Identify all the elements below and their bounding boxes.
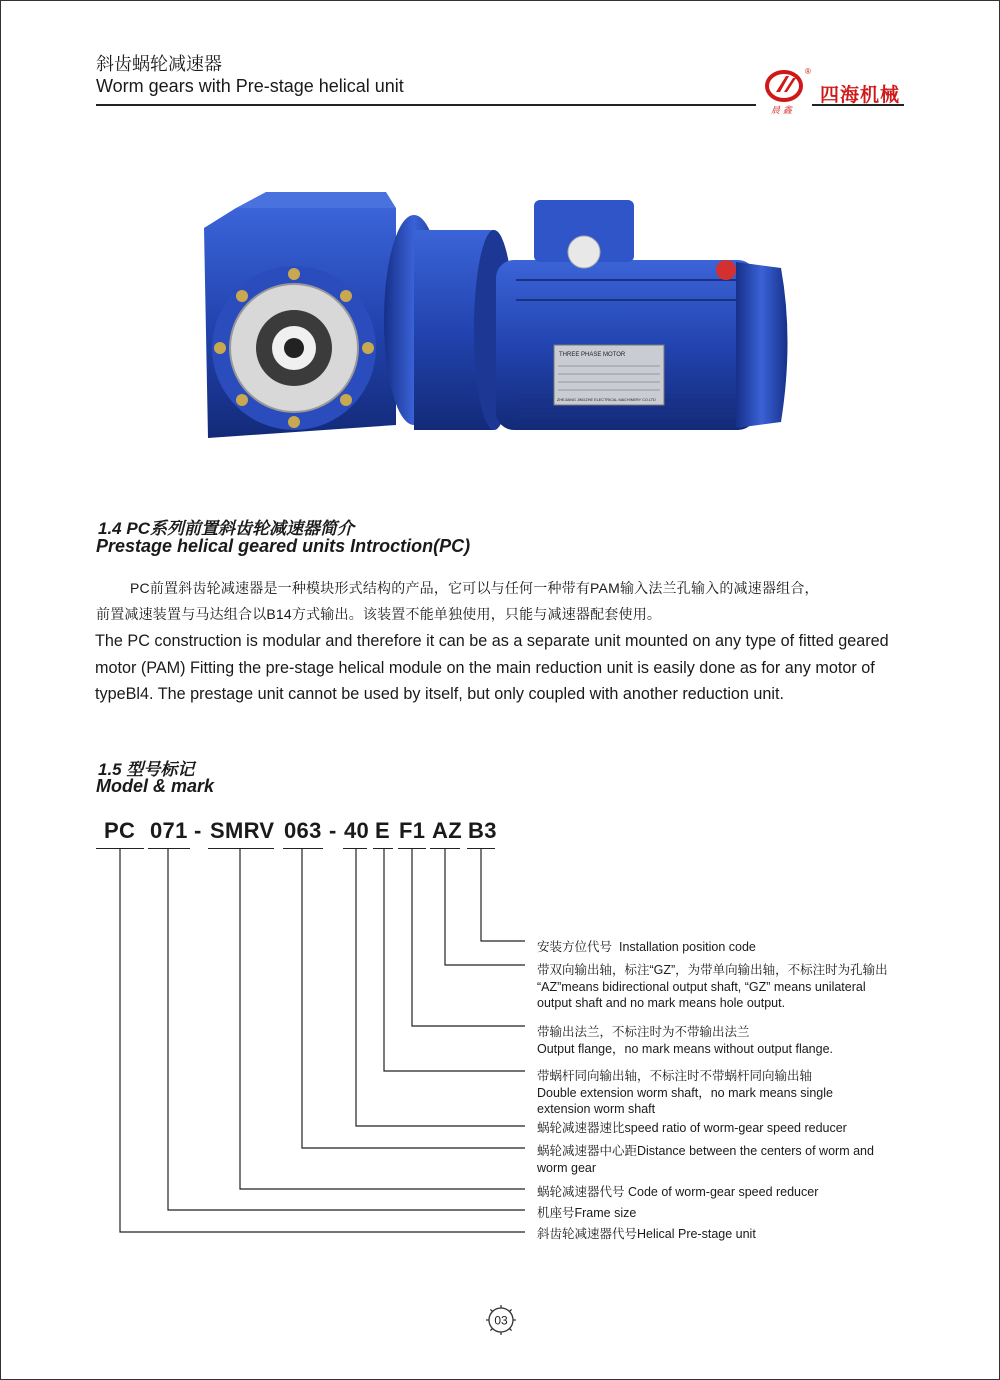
legend-dist-2: worm gear	[537, 1160, 597, 1175]
header-title-cn: 斜齿蜗轮减速器	[96, 54, 222, 74]
legend-center-distance	[537, 1143, 874, 1176]
code-underline	[398, 848, 426, 849]
code-ratio: 40	[344, 818, 370, 843]
legend-output-shaft	[537, 962, 888, 1012]
section14-heading-en: Prestage helical geared units Introction(PC)	[96, 536, 471, 556]
legend-installation-position	[537, 939, 756, 956]
code-f1: F1	[399, 818, 426, 843]
page-number: 03	[494, 1313, 508, 1328]
legend-speed-ratio: 蜗轮减速器速比speed ratio of worm-gear speed reducer	[537, 1121, 847, 1135]
brand-name: 四海机械	[820, 85, 901, 106]
code-frame: 071	[150, 818, 188, 843]
cable-gland	[568, 236, 600, 268]
section14-para-cn-1: PC前置斜齿轮减速器是一种模块形式结构的产品，它可以与任何一种带有PAM输入法兰孔输入的减速器组合，	[130, 580, 819, 596]
legend-reducer-code	[537, 1184, 818, 1201]
legend-code-en: Code of worm-gear speed reducer	[628, 1185, 819, 1199]
code-dash-1: -	[194, 818, 202, 843]
code-underline	[148, 848, 190, 849]
code-underline	[430, 848, 460, 849]
code-smrv: SMRV	[210, 818, 275, 843]
registered-mark: ®	[805, 67, 811, 76]
page-number-badge	[484, 1303, 518, 1337]
header-title-en: Worm gears with Pre-stage helical unit	[96, 76, 404, 96]
code-center-distance: 063	[284, 818, 322, 843]
code-b3: B3	[468, 818, 497, 843]
section15-heading-cn: 1.5 型号标记	[98, 760, 195, 779]
legend-az-cn: 带双向输出轴，标注“GZ”，为带单向输出轴，不标注时为孔输出	[537, 963, 888, 977]
code-underline	[208, 848, 274, 849]
code-dash-2: -	[329, 818, 337, 843]
section14-para-cn-2: 前置减速装置与马达组合以B14方式输出。该装置不能单独使用，只能与减速器配套使用。	[96, 606, 662, 622]
output-bore	[284, 338, 304, 358]
header-rule	[96, 104, 756, 106]
legend-output-flange	[537, 1024, 833, 1057]
code-underline	[467, 848, 495, 849]
legend-frame-size: 机座号Frame size	[537, 1206, 637, 1220]
section15-heading-en: Model & mark	[96, 776, 215, 796]
code-e: E	[375, 818, 390, 843]
code-underline	[96, 848, 144, 849]
legend-e-cn: 带蜗杆同向输出轴，不标注时不带蜗杆同向输出轴	[537, 1069, 813, 1083]
code-pc: PC	[104, 818, 136, 843]
legend-prestage-unit: 斜齿轮减速器代号Helical Pre-stage unit	[537, 1227, 756, 1241]
legend-code-cn: 蜗轮减速器代号	[537, 1185, 625, 1199]
fan-cover	[736, 262, 788, 428]
code-underline	[283, 848, 323, 849]
legend-f1-cn: 带输出法兰，不标注时为不带输出法兰	[537, 1025, 750, 1039]
legend-az-en-2: output shaft and no mark means hole output.	[537, 996, 786, 1010]
brand-logo-icon	[760, 66, 812, 116]
legend-f1-en: Output flange，no mark means without output flange.	[537, 1041, 834, 1056]
section14-para-en: The PC construction is modular and therefore it can be as a separate unit mounted on any type of fitted geared motor (PAM) Fitting the pre-stage helical module on the main reduction unit is easily done as for any motor of typeBl4. The prestage unit cannot be used by itself, but only coupled with another reduction unit.	[95, 632, 889, 704]
legend-b3-cn: 安装方位代号	[537, 940, 613, 954]
legend-dist-1: 蜗轮减速器中心距Distance between the centers of worm and	[537, 1144, 874, 1158]
nameplate-maker: ZHEJIANG JINGZHE ELECTRICAL MACHINERY CO.LTD	[557, 398, 656, 402]
logo-subtext: 晨 鑫	[771, 106, 792, 116]
code-underline	[373, 848, 393, 849]
nameplate-title: THREE PHASE MOTOR	[559, 352, 626, 358]
legend-e-en-1: Double extension worm shaft，no mark means single	[537, 1085, 833, 1100]
legend-e-en-2: extension worm shaft	[537, 1102, 656, 1116]
worm-gear-motor-illustration	[196, 170, 796, 470]
legend-double-extension	[537, 1068, 833, 1118]
legend-b3-en: Installation position code	[618, 940, 756, 954]
code-az: AZ	[432, 818, 462, 843]
legend-az-en-1: “AZ”means bidirectional output shaft, “GZ” means unilateral	[537, 979, 866, 994]
warning-label-icon	[716, 260, 736, 280]
section14-heading-cn: 1.4 PC系列前置斜齿轮减速器简介	[98, 519, 354, 538]
code-underline	[343, 848, 367, 849]
